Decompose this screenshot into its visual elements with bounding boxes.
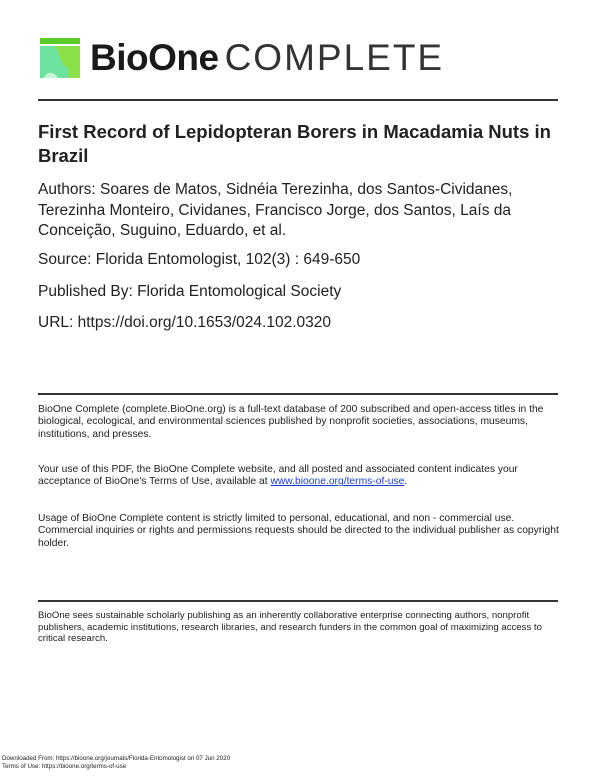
notice-terms <box>38 464 563 489</box>
logo-brand-light: COMPLETE <box>224 37 445 78</box>
article-publisher: Published By: Florida Entomological Society <box>38 283 342 300</box>
logo-brand-bold: BioOne <box>90 37 219 78</box>
notice-mission: BioOne sees sustainable scholarly publishing as an inherently collaborative enterprise connecting authors, nonprofit publishers, academic institutions, research libraries, and research funders in the common goal of maximizing access to critical research. <box>38 610 542 644</box>
article-title: First Record of Lepidopteran Borers in Macadamia Nuts in Brazil <box>38 121 551 166</box>
divider <box>38 393 558 395</box>
article-authors: Authors: Soares de Matos, Sidnéia Terezinha, dos Santos-Cividanes, Terezinha Monteiro, Cividanes, Francisco Jorge, dos Santos, Laís da Conceição, Suguino, Eduardo, et al. <box>38 181 513 239</box>
notice-terms-text: Your use of this PDF, the BioOne Complete website, and all posted and associated content indicates your acceptance of BioOne's Terms of Use, available at <box>38 464 518 488</box>
notice-database: BioOne Complete (complete.BioOne.org) is a full-text database of 200 subscribed and open-access titles in the biological, ecological, and environmental sciences published by nonprofit societies, associations, museums, institutions, and presses. <box>38 404 544 440</box>
bioone-logo-icon <box>40 38 80 78</box>
footer-terms: Terms of Use: https://bioone.org/terms-of-use <box>2 763 127 770</box>
article-source: Source: Florida Entomologist, 102(3) : 649-650 <box>38 251 361 268</box>
divider <box>38 99 558 101</box>
notice-usage: Usage of BioOne Complete content is strictly limited to personal, educational, and non - commercial use. Commercial inquiries or rights and permissions requests should be directed to the individual publisher as copyright holder. <box>38 513 559 549</box>
footer-downloaded: Downloaded From: https://bioone.org/journals/Florida-Entomologist on 07 Jun 2020 <box>2 755 231 762</box>
notice-terms-suffix: . <box>404 476 408 488</box>
divider <box>38 600 558 602</box>
bioone-logo <box>40 38 444 78</box>
article-url[interactable]: URL: https://doi.org/10.1653/024.102.0320 <box>38 314 331 331</box>
terms-of-use-link[interactable]: www.bioone.org/terms-of-use <box>270 476 405 488</box>
